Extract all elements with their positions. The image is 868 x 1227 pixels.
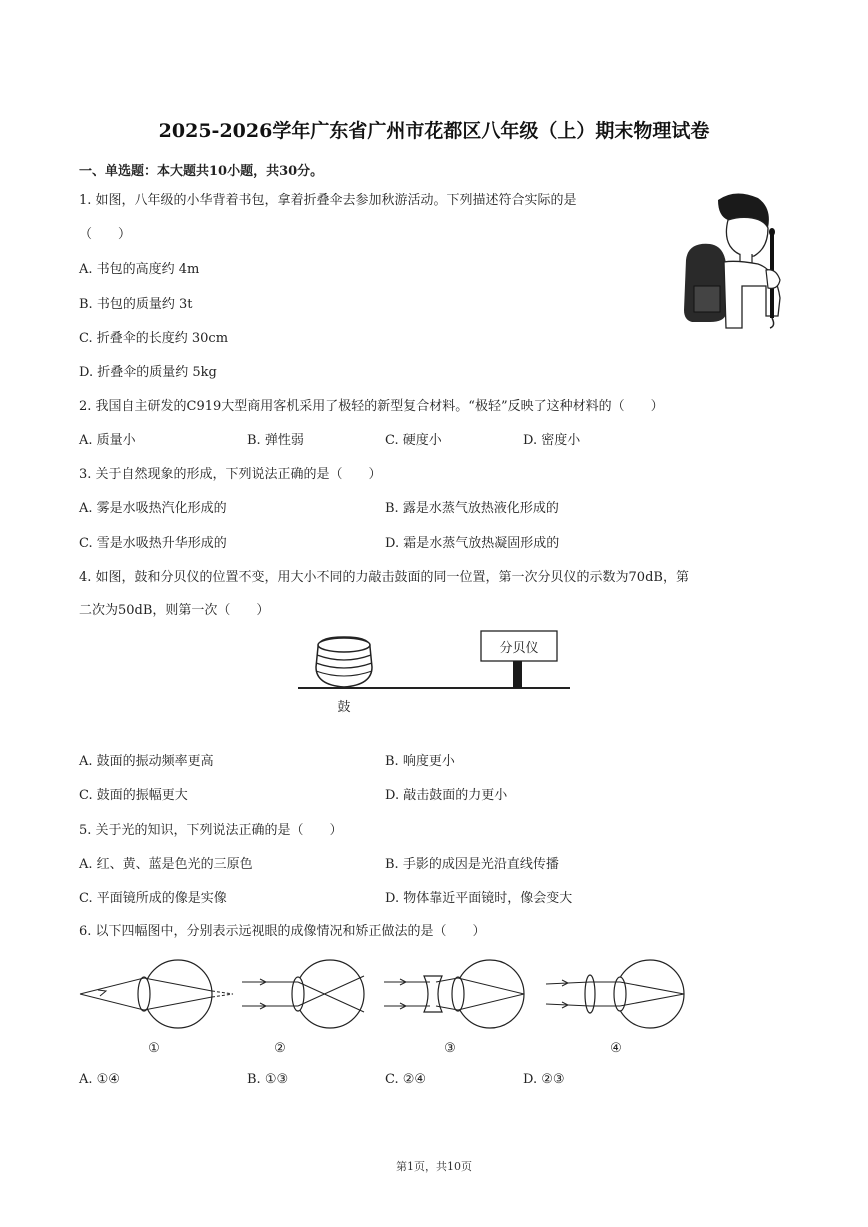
drum-icon <box>316 637 372 687</box>
q2-stem: 2. 我国自主研发的C919大型商用客机采用了极轻的新型复合材料。“极轻”反映了这种材料的（ ） <box>79 399 664 414</box>
q1-stem: 1. 如图，八年级的小华背着书包，拿着折叠伞去参加秋游活动。下列描述符合实际的是 <box>79 193 577 208</box>
section-heading: 一、单选题：本大题共10小题，共30分。 <box>79 164 324 179</box>
q5-option-d: D. 物体靠近平面镜时，像会变大 <box>385 891 573 906</box>
q6-option-b: B. ①③ <box>247 1072 289 1087</box>
q2-option-c: C. 硬度小 <box>385 433 442 448</box>
decibel-meter-icon <box>481 631 557 688</box>
q3-stem: 3. 关于自然现象的形成，下列说法正确的是（ ） <box>79 467 382 482</box>
figure-label-2: ② <box>274 1041 286 1056</box>
student-backpack-illustration <box>680 190 790 330</box>
drum-label: 鼓 <box>337 700 351 715</box>
eye-diagram-1 <box>78 958 238 1058</box>
q2-option-a: A. 质量小 <box>79 433 136 448</box>
q3-option-d: D. 霜是水蒸气放热凝固形成的 <box>385 536 560 551</box>
figure-label-3: ③ <box>444 1041 456 1056</box>
eye-diagram-3 <box>382 958 532 1058</box>
q1-option-b: B. 书包的质量约 3t <box>79 297 193 312</box>
eye-diagram-2 <box>240 958 380 1058</box>
q6-option-d: D. ②③ <box>523 1072 565 1087</box>
q4-option-d: D. 敲击鼓面的力更小 <box>385 788 508 803</box>
page-footer: 第1页，共10页 <box>396 1160 472 1173</box>
q3-option-b: B. 露是水蒸气放热液化形成的 <box>385 501 559 516</box>
drum-decibel-figure <box>290 625 580 720</box>
figure-label-1: ① <box>148 1041 160 1056</box>
q5-stem: 5. 关于光的知识，下列说法正确的是（ ） <box>79 823 343 838</box>
q2-option-d: D. 密度小 <box>523 433 581 448</box>
q3-option-a: A. 雾是水吸热汽化形成的 <box>79 501 227 516</box>
decibel-meter-label: 分贝仪 <box>499 641 539 656</box>
q6-stem: 6. 以下四幅图中，分别表示远视眼的成像情况和矫正做法的是（ ） <box>79 924 486 939</box>
figure-label-4: ④ <box>610 1041 622 1056</box>
q4-stem-line2: 二次为50dB，则第一次（ ） <box>79 603 270 618</box>
q5-option-b: B. 手影的成因是光沿直线传播 <box>385 857 559 872</box>
q1-option-d: D. 折叠伞的质量约 5kg <box>79 365 217 380</box>
q5-option-c: C. 平面镜所成的像是实像 <box>79 891 227 906</box>
q3-option-c: C. 雪是水吸热升华形成的 <box>79 536 227 551</box>
q1-paren: （ ） <box>79 227 132 242</box>
q4-stem-line1: 4. 如图，鼓和分贝仪的位置不变，用大小不同的力敲击鼓面的同一位置，第一次分贝仪的示数为70dB，第 <box>79 570 689 585</box>
q4-option-a: A. 鼓面的振动频率更高 <box>79 754 214 769</box>
q4-option-b: B. 响度更小 <box>385 754 455 769</box>
q1-option-c: C. 折叠伞的长度约 30cm <box>79 331 229 346</box>
q1-option-a: A. 书包的高度约 4m <box>79 262 200 277</box>
q5-option-a: A. 红、黄、蓝是色光的三原色 <box>79 857 253 872</box>
q6-option-a: A. ①④ <box>79 1072 120 1087</box>
q6-option-c: C. ②④ <box>385 1072 427 1087</box>
eye-diagram-4 <box>544 958 694 1058</box>
q4-option-c: C. 鼓面的振幅更大 <box>79 788 188 803</box>
q2-option-b: B. 弹性弱 <box>247 433 304 448</box>
page-title: 2025-2026学年广东省广州市花都区八年级（上）期末物理试卷 <box>158 120 710 142</box>
